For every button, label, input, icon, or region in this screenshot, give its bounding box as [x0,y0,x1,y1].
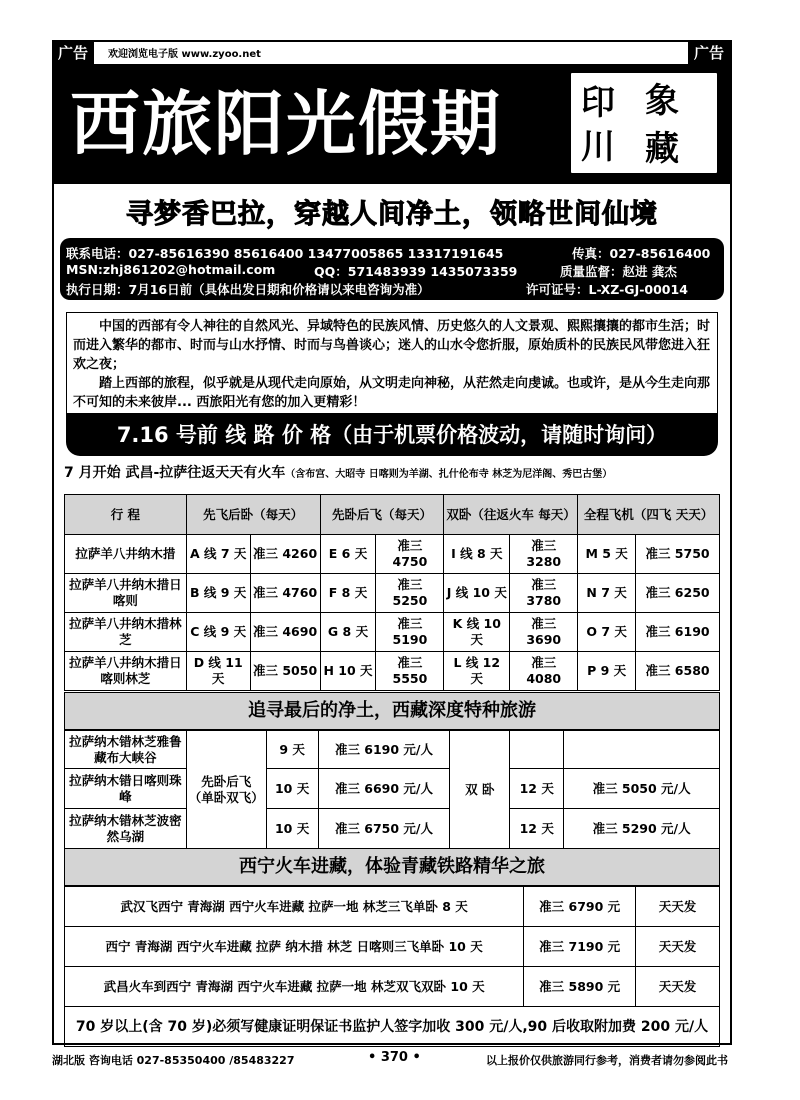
table-cell: 准三 6790 元 [524,887,636,927]
table-cell: 拉萨纳木错林芝波密 然乌湖 [65,809,187,849]
table-cell: 准三 7190 元 [524,927,636,967]
stamp-char-2: 象 [645,81,679,121]
route-cell: 拉萨羊八井纳木措日喀则 [65,574,187,613]
page-number: • 370 • [368,1050,421,1065]
age-note: 70 岁以上(含 70 岁)必须写健康证明保证书监护人签字加收 300 元/人,90 后收取附加费 200 元/人 [65,1007,720,1047]
price-cell: 准三 4690 [250,613,320,652]
route-cell: 拉萨羊八井纳木措林芝 [65,613,187,652]
price-cell: 准三 6250 [636,574,720,613]
contact-msn: MSN:zhj861202@hotmail.com [66,262,276,277]
stamp-char-1: 印 [581,83,615,123]
stamp-char-3: 川 [581,127,615,167]
table-cell: 准三 6690 元/人 [318,769,450,809]
intro-text [66,312,718,414]
table-cell: 武汉飞西宁 青海湖 西宁火车进藏 拉萨一地 林芝三飞单卧 8 天 [65,887,524,927]
table-cell: 9 天 [266,731,318,769]
line-cell: M 5 天 [578,535,636,574]
table-cell: 武昌火车到西宁 青海湖 西宁火车进藏 拉萨一地 林芝双飞双卧 10 天 [65,967,524,1007]
price-cell: 准三 4760 [250,574,320,613]
table-row [65,652,720,691]
section2-title: 追寻最后的净土，西藏深度特种旅游 [64,692,720,730]
slogan: 寻梦香巴拉，穿越人间净土，领略世间仙境 [126,199,658,230]
intro-p1: 中国的西部有令人神往的自然风光、异域特色的民族风情、历史悠久的人文景观、熙熙攘攘的都市生活；时而进入繁华的都市、时而与山水抒情、时而与鸟兽谈心；迷人的山水令您折服，原始质朴的民族民风带您进入狂欢之夜； [73,319,711,372]
contact-fax: 传真：027-85616400 [572,246,711,261]
header-fly-sleep: 先飞后卧（每天） [186,495,320,535]
line-cell: G 8 天 [320,613,376,652]
route-cell: 拉萨羊八井纳木措 [65,535,187,574]
line-cell: I 线 8 天 [444,535,510,574]
header-double-train: 双卧（往返火车 每天） [444,495,578,535]
footer-right: 以上报价仅供旅游同行参考，消费者请勿参阅此书 [486,1054,728,1067]
line-cell: B 线 9 天 [186,574,250,613]
table-cell: 10 天 [266,769,318,809]
price-cell: 准三 5550 [376,652,444,691]
table-cell: 拉萨纳木错林芝雅鲁藏布大峡谷 [65,731,187,769]
table-cell: 拉萨纳木错日喀则珠峰 [65,769,187,809]
section3-title: 西宁火车进藏，体验青藏铁路精华之旅 [64,848,720,886]
table-cell: 先卧后飞（单卧双飞） [186,731,266,849]
price-cell: 准三 4260 [250,535,320,574]
line-cell: C 线 9 天 [186,613,250,652]
price-table-2 [64,730,720,849]
price-cell: 准三 3690 [510,613,578,652]
header-all-flight: 全程飞机（四飞 天天） [578,495,720,535]
table-cell: 准三 6190 元/人 [318,731,450,769]
line-cell: P 9 天 [578,652,636,691]
price-cell: 准三 4750 [376,535,444,574]
price-cell: 准三 5050 [250,652,320,691]
line-cell: A 线 7 天 [186,535,250,574]
train-note [64,462,720,482]
price-cell: 准三 3280 [510,535,578,574]
line-cell: D 线 11 天 [186,652,250,691]
stamp-char-4: 藏 [645,129,679,169]
line-cell: F 8 天 [320,574,376,613]
contact-box [60,238,724,300]
line-cell: J 线 10 天 [444,574,510,613]
browse-note: 欢迎浏览电子版 www.zyoo.net [108,49,261,60]
table-cell: 准三 5890 元 [524,967,636,1007]
table-row [65,535,720,574]
table-cell: 天天发 [636,967,720,1007]
table-cell: 西宁 青海湖 西宁火车进藏 拉萨 纳木措 林芝 日喀则三飞单卧 10 天 [65,927,524,967]
route-cell: 拉萨羊八井纳木措日喀则林芝 [65,652,187,691]
header-sleep-fly: 先卧后飞（每天） [320,495,444,535]
table-cell: 12 天 [510,809,564,849]
table-row [65,613,720,652]
table-cell: 12 天 [510,769,564,809]
table-cell: 10 天 [266,809,318,849]
ad-label-left: 广告 [52,42,94,64]
contact-license: 许可证号：L-XZ-GJ-00014 [526,282,688,297]
line-cell: O 7 天 [578,613,636,652]
agency-title: 西旅阳光假期 [70,82,502,165]
table-cell [564,731,720,769]
table-cell: 天天发 [636,927,720,967]
table-cell: 准三 6750 元/人 [318,809,450,849]
line-cell: K 线 10 天 [444,613,510,652]
line-cell: L 线 12 天 [444,652,510,691]
footer-left: 湖北版 咨询电话 027-85350400 /85483227 [52,1054,295,1067]
line-cell: N 7 天 [578,574,636,613]
line-cell: H 10 天 [320,652,376,691]
header-route: 行 程 [65,495,187,535]
price-cell: 准三 6580 [636,652,720,691]
stamp-logo [568,70,720,176]
contact-qq: QQ：571483939 1435073359 [314,264,518,279]
price-cell: 准三 5750 [636,535,720,574]
intro-p2: 踏上西部的旅程，似乎就是从现代走向原始，从文明走向神秘，从茫然走向虔诚。也或许，是从今生走向那不可知的未来彼岸... 西旅阳光有您的加入更精彩！ [73,376,711,410]
contact-date: 执行日期：7月16日前（具体出发日期和价格请以来电咨询为准） [66,282,430,297]
table-cell: 准三 5050 元/人 [564,769,720,809]
price-cell: 准三 3780 [510,574,578,613]
table-cell: 准三 5290 元/人 [564,809,720,849]
table-cell: 双 卧 [450,731,510,849]
price-cell: 准三 5250 [376,574,444,613]
price-cell: 准三 4080 [510,652,578,691]
line-cell: E 6 天 [320,535,376,574]
table-row [65,574,720,613]
price-table-1 [64,494,720,691]
price-header: 7.16 号前 线 路 价 格（由于机票价格波动，请随时询问） [66,414,718,456]
price-cell: 准三 5190 [376,613,444,652]
ad-label-right: 广告 [688,42,730,64]
contact-supervisor: 质量监督：赵进 龚杰 [560,264,677,279]
train-note-small: （含布宫、大昭寺 日喀则为羊湖、扎什伦布寺 林芝为尼洋阁、秀巴古堡） [285,469,613,480]
price-cell: 准三 6190 [636,613,720,652]
table-cell [510,731,564,769]
contact-phone: 联系电话：027-85616390 85616400 13477005865 13317191645 [66,246,504,261]
price-table-3 [64,886,720,1047]
train-note-main: 7 月开始 武昌-拉萨往返天天有火车 [64,465,286,481]
table-cell: 天天发 [636,887,720,927]
